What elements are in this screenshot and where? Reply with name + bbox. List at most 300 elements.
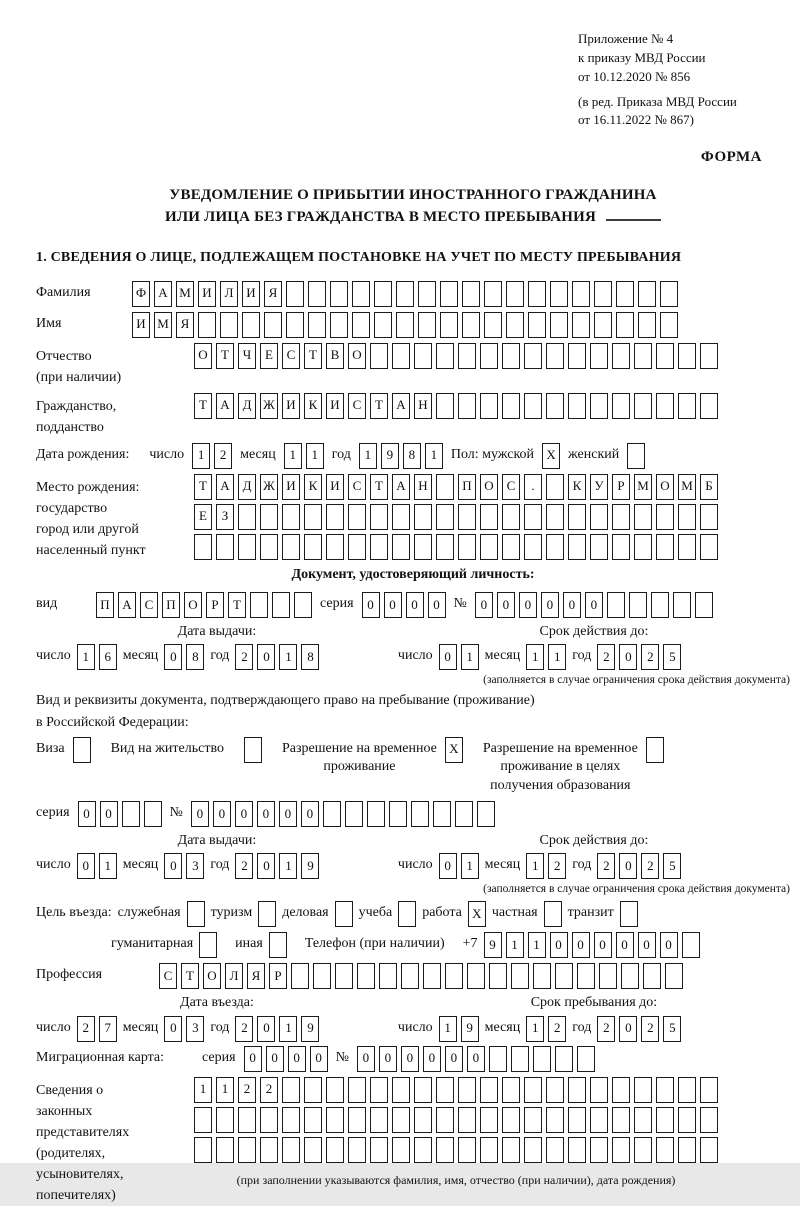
birth-day-field[interactable] (192, 443, 232, 469)
char-box[interactable] (524, 1107, 542, 1133)
char-box[interactable]: Е (194, 504, 212, 530)
char-box[interactable] (695, 592, 713, 618)
char-box[interactable]: 2 (235, 1016, 253, 1042)
char-box[interactable] (348, 1107, 366, 1133)
char-box[interactable] (282, 1137, 300, 1163)
char-box[interactable]: 5 (663, 1016, 681, 1042)
char-box[interactable] (546, 343, 564, 369)
char-box[interactable] (590, 1137, 608, 1163)
char-box[interactable]: 0 (213, 801, 231, 827)
char-box[interactable] (568, 1077, 586, 1103)
char-box[interactable]: 0 (497, 592, 515, 618)
char-box[interactable]: Е (260, 343, 278, 369)
entry-year-field[interactable] (235, 1016, 319, 1042)
char-box[interactable] (326, 534, 344, 560)
char-box[interactable]: 0 (445, 1046, 463, 1072)
char-box[interactable] (484, 312, 502, 338)
char-box[interactable] (392, 534, 410, 560)
char-box[interactable] (612, 343, 630, 369)
char-box[interactable] (282, 1107, 300, 1133)
char-box[interactable] (568, 534, 586, 560)
char-box[interactable]: 2 (260, 1077, 278, 1103)
char-box[interactable]: Я (176, 312, 194, 338)
char-box[interactable] (678, 393, 696, 419)
char-box[interactable] (550, 312, 568, 338)
char-box[interactable] (436, 343, 454, 369)
char-box[interactable] (122, 801, 140, 827)
char-box[interactable]: 0 (266, 1046, 284, 1072)
char-box[interactable]: 2 (641, 853, 659, 879)
char-box[interactable] (282, 504, 300, 530)
char-box[interactable]: Д (238, 393, 256, 419)
char-box[interactable] (568, 343, 586, 369)
char-box[interactable]: X (542, 443, 560, 469)
char-box[interactable]: С (502, 474, 520, 500)
visa-checkbox[interactable] (73, 737, 91, 763)
char-box[interactable]: Б (700, 474, 718, 500)
char-box[interactable]: 0 (164, 853, 182, 879)
char-box[interactable] (244, 737, 262, 763)
char-box[interactable]: К (304, 474, 322, 500)
char-box[interactable]: А (118, 592, 136, 618)
char-box[interactable] (326, 1137, 344, 1163)
char-box[interactable] (612, 1137, 630, 1163)
char-box[interactable]: 0 (519, 592, 537, 618)
char-box[interactable] (238, 1107, 256, 1133)
char-box[interactable]: 1 (77, 644, 95, 670)
char-box[interactable] (392, 1137, 410, 1163)
char-box[interactable] (467, 963, 485, 989)
id-valid-year-field[interactable] (597, 644, 681, 670)
char-box[interactable] (396, 281, 414, 307)
char-box[interactable] (418, 312, 436, 338)
char-box[interactable] (458, 1077, 476, 1103)
char-box[interactable]: 0 (428, 592, 446, 618)
char-box[interactable]: Т (216, 343, 234, 369)
char-box[interactable] (621, 963, 639, 989)
char-box[interactable]: Ф (132, 281, 150, 307)
char-box[interactable]: Н (414, 474, 432, 500)
char-box[interactable]: Р (612, 474, 630, 500)
char-box[interactable] (345, 801, 363, 827)
char-box[interactable] (370, 1107, 388, 1133)
res-issue-day-field[interactable] (77, 853, 117, 879)
char-box[interactable]: 0 (638, 932, 656, 958)
char-box[interactable] (656, 1077, 674, 1103)
char-box[interactable] (656, 1137, 674, 1163)
citizenship-field[interactable] (194, 393, 718, 419)
char-box[interactable]: 8 (186, 644, 204, 670)
char-box[interactable]: Ч (238, 343, 256, 369)
char-box[interactable]: О (203, 963, 221, 989)
birth-year-field[interactable] (359, 443, 443, 469)
char-box[interactable] (700, 343, 718, 369)
char-box[interactable] (502, 393, 520, 419)
char-box[interactable] (304, 534, 322, 560)
char-box[interactable]: Ж (260, 393, 278, 419)
char-box[interactable]: 0 (585, 592, 603, 618)
representatives-field-row-3[interactable] (194, 1137, 718, 1163)
char-box[interactable] (555, 1046, 573, 1072)
char-box[interactable]: 2 (597, 1016, 615, 1042)
char-box[interactable] (524, 1077, 542, 1103)
char-box[interactable]: П (162, 592, 180, 618)
char-box[interactable]: 0 (467, 1046, 485, 1072)
doc-type-field[interactable] (96, 592, 312, 618)
char-box[interactable] (330, 312, 348, 338)
char-box[interactable] (484, 281, 502, 307)
char-box[interactable] (700, 504, 718, 530)
purpose-business-checkbox[interactable] (335, 901, 353, 927)
char-box[interactable]: 0 (310, 1046, 328, 1072)
phone-field[interactable] (484, 932, 700, 958)
char-box[interactable]: Т (194, 393, 212, 419)
char-box[interactable] (308, 281, 326, 307)
char-box[interactable]: И (282, 393, 300, 419)
char-box[interactable]: Л (225, 963, 243, 989)
char-box[interactable] (678, 1077, 696, 1103)
char-box[interactable] (665, 963, 683, 989)
char-box[interactable]: 0 (619, 1016, 637, 1042)
char-box[interactable]: Я (264, 281, 282, 307)
char-box[interactable] (506, 312, 524, 338)
char-box[interactable] (502, 1107, 520, 1133)
char-box[interactable]: А (216, 393, 234, 419)
char-box[interactable] (433, 801, 451, 827)
char-box[interactable]: 0 (235, 801, 253, 827)
char-box[interactable] (348, 1077, 366, 1103)
char-box[interactable]: 0 (257, 801, 275, 827)
char-box[interactable] (480, 1077, 498, 1103)
char-box[interactable]: С (140, 592, 158, 618)
char-box[interactable] (199, 932, 217, 958)
char-box[interactable] (656, 504, 674, 530)
res-issue-year-field[interactable] (235, 853, 319, 879)
char-box[interactable]: 0 (439, 644, 457, 670)
char-box[interactable] (568, 1107, 586, 1133)
char-box[interactable] (673, 592, 691, 618)
char-box[interactable] (370, 504, 388, 530)
char-box[interactable]: 0 (660, 932, 678, 958)
char-box[interactable] (440, 312, 458, 338)
char-box[interactable]: Т (194, 474, 212, 500)
char-box[interactable] (272, 592, 290, 618)
char-box[interactable]: 0 (384, 592, 402, 618)
char-box[interactable] (436, 1107, 454, 1133)
char-box[interactable]: В (326, 343, 344, 369)
char-box[interactable] (627, 443, 645, 469)
char-box[interactable] (700, 1107, 718, 1133)
char-box[interactable] (616, 312, 634, 338)
char-box[interactable]: И (242, 281, 260, 307)
char-box[interactable]: О (656, 474, 674, 500)
char-box[interactable]: 2 (548, 1016, 566, 1042)
char-box[interactable] (682, 932, 700, 958)
char-box[interactable] (436, 1077, 454, 1103)
char-box[interactable] (282, 1077, 300, 1103)
char-box[interactable]: 2 (214, 443, 232, 469)
char-box[interactable]: 0 (379, 1046, 397, 1072)
char-box[interactable] (326, 1077, 344, 1103)
char-box[interactable] (313, 963, 331, 989)
char-box[interactable] (502, 343, 520, 369)
char-box[interactable] (326, 1107, 344, 1133)
char-box[interactable] (700, 1137, 718, 1163)
char-box[interactable] (401, 963, 419, 989)
char-box[interactable] (528, 312, 546, 338)
char-box[interactable] (411, 801, 429, 827)
purpose-transit-checkbox[interactable] (620, 901, 638, 927)
id-series-field[interactable] (362, 592, 446, 618)
char-box[interactable] (577, 1046, 595, 1072)
res-valid-year-field[interactable] (597, 853, 681, 879)
char-box[interactable]: 1 (439, 1016, 457, 1042)
char-box[interactable]: О (348, 343, 366, 369)
char-box[interactable] (326, 504, 344, 530)
char-box[interactable]: Ж (260, 474, 278, 500)
char-box[interactable] (678, 534, 696, 560)
char-box[interactable] (440, 281, 458, 307)
char-box[interactable] (398, 901, 416, 927)
gender-male-checkbox[interactable] (542, 443, 560, 469)
char-box[interactable] (634, 343, 652, 369)
char-box[interactable] (524, 343, 542, 369)
char-box[interactable]: 0 (357, 1046, 375, 1072)
char-box[interactable] (643, 963, 661, 989)
char-box[interactable]: 2 (238, 1077, 256, 1103)
char-box[interactable]: 0 (301, 801, 319, 827)
char-box[interactable]: 9 (461, 1016, 479, 1042)
char-box[interactable]: 1 (306, 443, 324, 469)
char-box[interactable]: Д (238, 474, 256, 500)
char-box[interactable]: 1 (528, 932, 546, 958)
char-box[interactable]: 0 (257, 1016, 275, 1042)
char-box[interactable]: 0 (616, 932, 634, 958)
char-box[interactable] (436, 1137, 454, 1163)
char-box[interactable] (392, 504, 410, 530)
entry-day-field[interactable] (77, 1016, 117, 1042)
char-box[interactable] (594, 281, 612, 307)
char-box[interactable]: И (282, 474, 300, 500)
char-box[interactable] (477, 801, 495, 827)
residence-permit-checkbox[interactable] (244, 737, 262, 763)
char-box[interactable]: 1 (216, 1077, 234, 1103)
char-box[interactable] (370, 1137, 388, 1163)
char-box[interactable]: 0 (100, 801, 118, 827)
char-box[interactable] (304, 1137, 322, 1163)
char-box[interactable] (423, 963, 441, 989)
char-box[interactable] (599, 963, 617, 989)
char-box[interactable] (264, 312, 282, 338)
char-box[interactable]: С (348, 474, 366, 500)
birth-month-field[interactable] (284, 443, 324, 469)
char-box[interactable] (656, 534, 674, 560)
char-box[interactable]: У (590, 474, 608, 500)
char-box[interactable]: Т (228, 592, 246, 618)
char-box[interactable]: 2 (641, 1016, 659, 1042)
char-box[interactable]: 2 (597, 853, 615, 879)
char-box[interactable]: 5 (663, 644, 681, 670)
char-box[interactable]: 6 (99, 644, 117, 670)
char-box[interactable]: М (176, 281, 194, 307)
char-box[interactable] (533, 1046, 551, 1072)
char-box[interactable] (458, 1137, 476, 1163)
char-box[interactable]: 1 (279, 644, 297, 670)
char-box[interactable] (260, 504, 278, 530)
char-box[interactable] (436, 534, 454, 560)
char-box[interactable] (455, 801, 473, 827)
char-box[interactable] (572, 312, 590, 338)
char-box[interactable] (392, 1107, 410, 1133)
char-box[interactable] (445, 963, 463, 989)
char-box[interactable]: 1 (192, 443, 210, 469)
char-box[interactable] (612, 504, 630, 530)
char-box[interactable]: Л (220, 281, 238, 307)
char-box[interactable]: Т (304, 343, 322, 369)
char-box[interactable]: 0 (619, 853, 637, 879)
char-box[interactable] (220, 312, 238, 338)
char-box[interactable]: 1 (526, 1016, 544, 1042)
char-box[interactable]: 9 (301, 853, 319, 879)
char-box[interactable] (528, 281, 546, 307)
char-box[interactable]: П (458, 474, 476, 500)
char-box[interactable] (436, 474, 454, 500)
char-box[interactable] (260, 1137, 278, 1163)
char-box[interactable] (216, 534, 234, 560)
char-box[interactable] (414, 1107, 432, 1133)
stay-month-field[interactable] (526, 1016, 566, 1042)
char-box[interactable] (418, 281, 436, 307)
char-box[interactable] (458, 1107, 476, 1133)
char-box[interactable] (370, 343, 388, 369)
char-box[interactable]: Т (370, 393, 388, 419)
char-box[interactable] (634, 1077, 652, 1103)
purpose-private-checkbox[interactable] (544, 901, 562, 927)
char-box[interactable]: 0 (572, 932, 590, 958)
char-box[interactable]: 5 (663, 853, 681, 879)
char-box[interactable] (348, 534, 366, 560)
char-box[interactable] (480, 534, 498, 560)
char-box[interactable]: О (194, 343, 212, 369)
char-box[interactable] (700, 393, 718, 419)
char-box[interactable] (258, 901, 276, 927)
char-box[interactable]: 3 (186, 853, 204, 879)
char-box[interactable] (607, 592, 625, 618)
char-box[interactable] (187, 901, 205, 927)
char-box[interactable] (546, 504, 564, 530)
char-box[interactable]: 0 (257, 644, 275, 670)
char-box[interactable] (348, 504, 366, 530)
id-valid-day-field[interactable] (439, 644, 479, 670)
char-box[interactable]: Я (247, 963, 265, 989)
char-box[interactable]: Н (414, 393, 432, 419)
char-box[interactable] (335, 963, 353, 989)
char-box[interactable]: 0 (164, 644, 182, 670)
char-box[interactable]: 1 (425, 443, 443, 469)
birth-place-field-row-1[interactable] (194, 474, 718, 500)
char-box[interactable]: 0 (257, 853, 275, 879)
char-box[interactable] (590, 534, 608, 560)
char-box[interactable] (678, 504, 696, 530)
birth-place-field-row-2[interactable] (194, 504, 718, 530)
char-box[interactable]: М (154, 312, 172, 338)
char-box[interactable] (282, 534, 300, 560)
char-box[interactable] (634, 504, 652, 530)
id-issue-month-field[interactable] (164, 644, 204, 670)
char-box[interactable] (216, 1107, 234, 1133)
char-box[interactable]: 0 (541, 592, 559, 618)
char-box[interactable] (550, 281, 568, 307)
char-box[interactable]: 0 (78, 801, 96, 827)
char-box[interactable]: 0 (362, 592, 380, 618)
char-box[interactable] (286, 312, 304, 338)
char-box[interactable] (458, 393, 476, 419)
char-box[interactable] (656, 393, 674, 419)
purpose-study-checkbox[interactable] (398, 901, 416, 927)
char-box[interactable]: К (304, 393, 322, 419)
char-box[interactable] (546, 1137, 564, 1163)
name-field[interactable] (132, 312, 678, 338)
char-box[interactable] (414, 534, 432, 560)
char-box[interactable] (414, 1137, 432, 1163)
char-box[interactable] (629, 592, 647, 618)
char-box[interactable] (458, 343, 476, 369)
char-box[interactable]: И (132, 312, 150, 338)
entry-month-field[interactable] (164, 1016, 204, 1042)
char-box[interactable] (414, 343, 432, 369)
char-box[interactable]: 0 (244, 1046, 262, 1072)
char-box[interactable] (238, 504, 256, 530)
char-box[interactable] (352, 312, 370, 338)
char-box[interactable] (612, 534, 630, 560)
char-box[interactable] (656, 1107, 674, 1133)
char-box[interactable]: 0 (191, 801, 209, 827)
char-box[interactable] (568, 393, 586, 419)
char-box[interactable] (480, 343, 498, 369)
id-issue-day-field[interactable] (77, 644, 117, 670)
char-box[interactable] (73, 737, 91, 763)
char-box[interactable] (330, 281, 348, 307)
char-box[interactable]: 0 (423, 1046, 441, 1072)
char-box[interactable] (374, 281, 392, 307)
char-box[interactable] (323, 801, 341, 827)
char-box[interactable]: 8 (301, 644, 319, 670)
stay-day-field[interactable] (439, 1016, 479, 1042)
char-box[interactable]: 1 (548, 644, 566, 670)
char-box[interactable] (144, 801, 162, 827)
char-box[interactable] (392, 1077, 410, 1103)
char-box[interactable] (511, 963, 529, 989)
char-box[interactable] (238, 534, 256, 560)
char-box[interactable] (634, 1137, 652, 1163)
char-box[interactable] (502, 1137, 520, 1163)
char-box[interactable] (700, 1077, 718, 1103)
char-box[interactable]: К (568, 474, 586, 500)
char-box[interactable] (436, 393, 454, 419)
char-box[interactable] (546, 1107, 564, 1133)
char-box[interactable] (462, 312, 480, 338)
char-box[interactable] (546, 534, 564, 560)
char-box[interactable]: 2 (235, 644, 253, 670)
char-box[interactable]: Р (269, 963, 287, 989)
char-box[interactable]: М (678, 474, 696, 500)
gender-female-checkbox[interactable] (627, 443, 645, 469)
char-box[interactable] (379, 963, 397, 989)
char-box[interactable]: 0 (401, 1046, 419, 1072)
char-box[interactable] (678, 343, 696, 369)
char-box[interactable] (304, 1077, 322, 1103)
char-box[interactable]: 1 (99, 853, 117, 879)
